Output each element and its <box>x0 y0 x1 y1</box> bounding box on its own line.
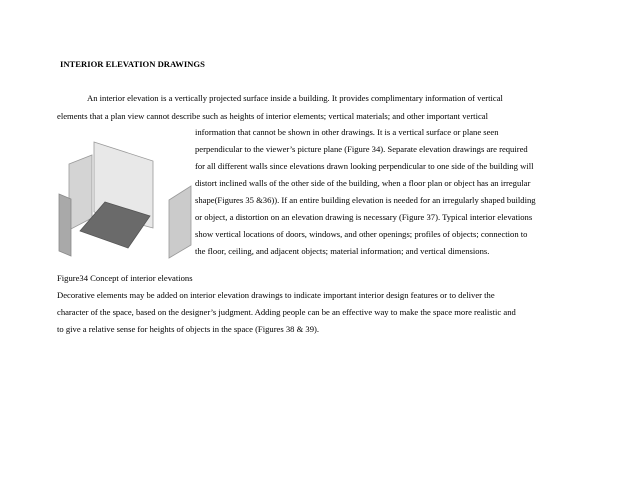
paragraph-line: distort inclined walls of the other side of the building, when a floor plan or object has an irregular <box>195 178 531 188</box>
paragraph-line: information that cannot be shown in other drawings. It is a vertical surface or plane seen <box>195 127 499 137</box>
figure-caption: Figure34 Concept of interior elevations <box>57 273 193 283</box>
paragraph-line: show vertical locations of doors, windows, and other openings; profiles of objects; connection to <box>195 229 528 239</box>
paragraph-line: to give a relative sense for heights of objects in the space (Figures 38 & 39). <box>57 324 320 334</box>
paragraph-line: or object, a distortion on an elevation drawing is necessary (Figure 37). Typical interior elevations <box>195 212 533 222</box>
paragraph-line: character of the space, based on the designer’s judgment. Adding people can be an effective way to make the space more realistic and <box>57 307 516 317</box>
paragraph-line: Decorative elements may be added on interior elevation drawings to indicate important interior design features or to deliver the <box>57 290 495 300</box>
interior-elevation-figure <box>57 138 193 260</box>
paragraph-line: perpendicular to the viewer’s picture plane (Figure 34). Separate elevation drawings are required <box>195 144 528 154</box>
paragraph-line: elements that a plan view cannot describe such as heights of interior elements; vertical materials; and other important vertical <box>57 111 488 121</box>
picture-plane-right <box>169 186 191 258</box>
page-title: INTERIOR ELEVATION DRAWINGS <box>60 59 205 69</box>
side-wall-plane <box>69 155 92 230</box>
paragraph-line: shape(Figures 35 &36)). If an entire building elevation is needed for an irregularly shaped building <box>195 195 536 205</box>
paragraph-line: the floor, ceiling, and adjacent objects; material information; and vertical dimensions. <box>195 246 490 256</box>
paragraph-line: An interior elevation is a vertically projected surface inside a building. It provides complimentary information of vertical <box>87 93 503 103</box>
paragraph-line: for all different walls since elevations drawn looking perpendicular to one side of the building will <box>195 161 534 171</box>
picture-plane-left <box>59 194 71 256</box>
